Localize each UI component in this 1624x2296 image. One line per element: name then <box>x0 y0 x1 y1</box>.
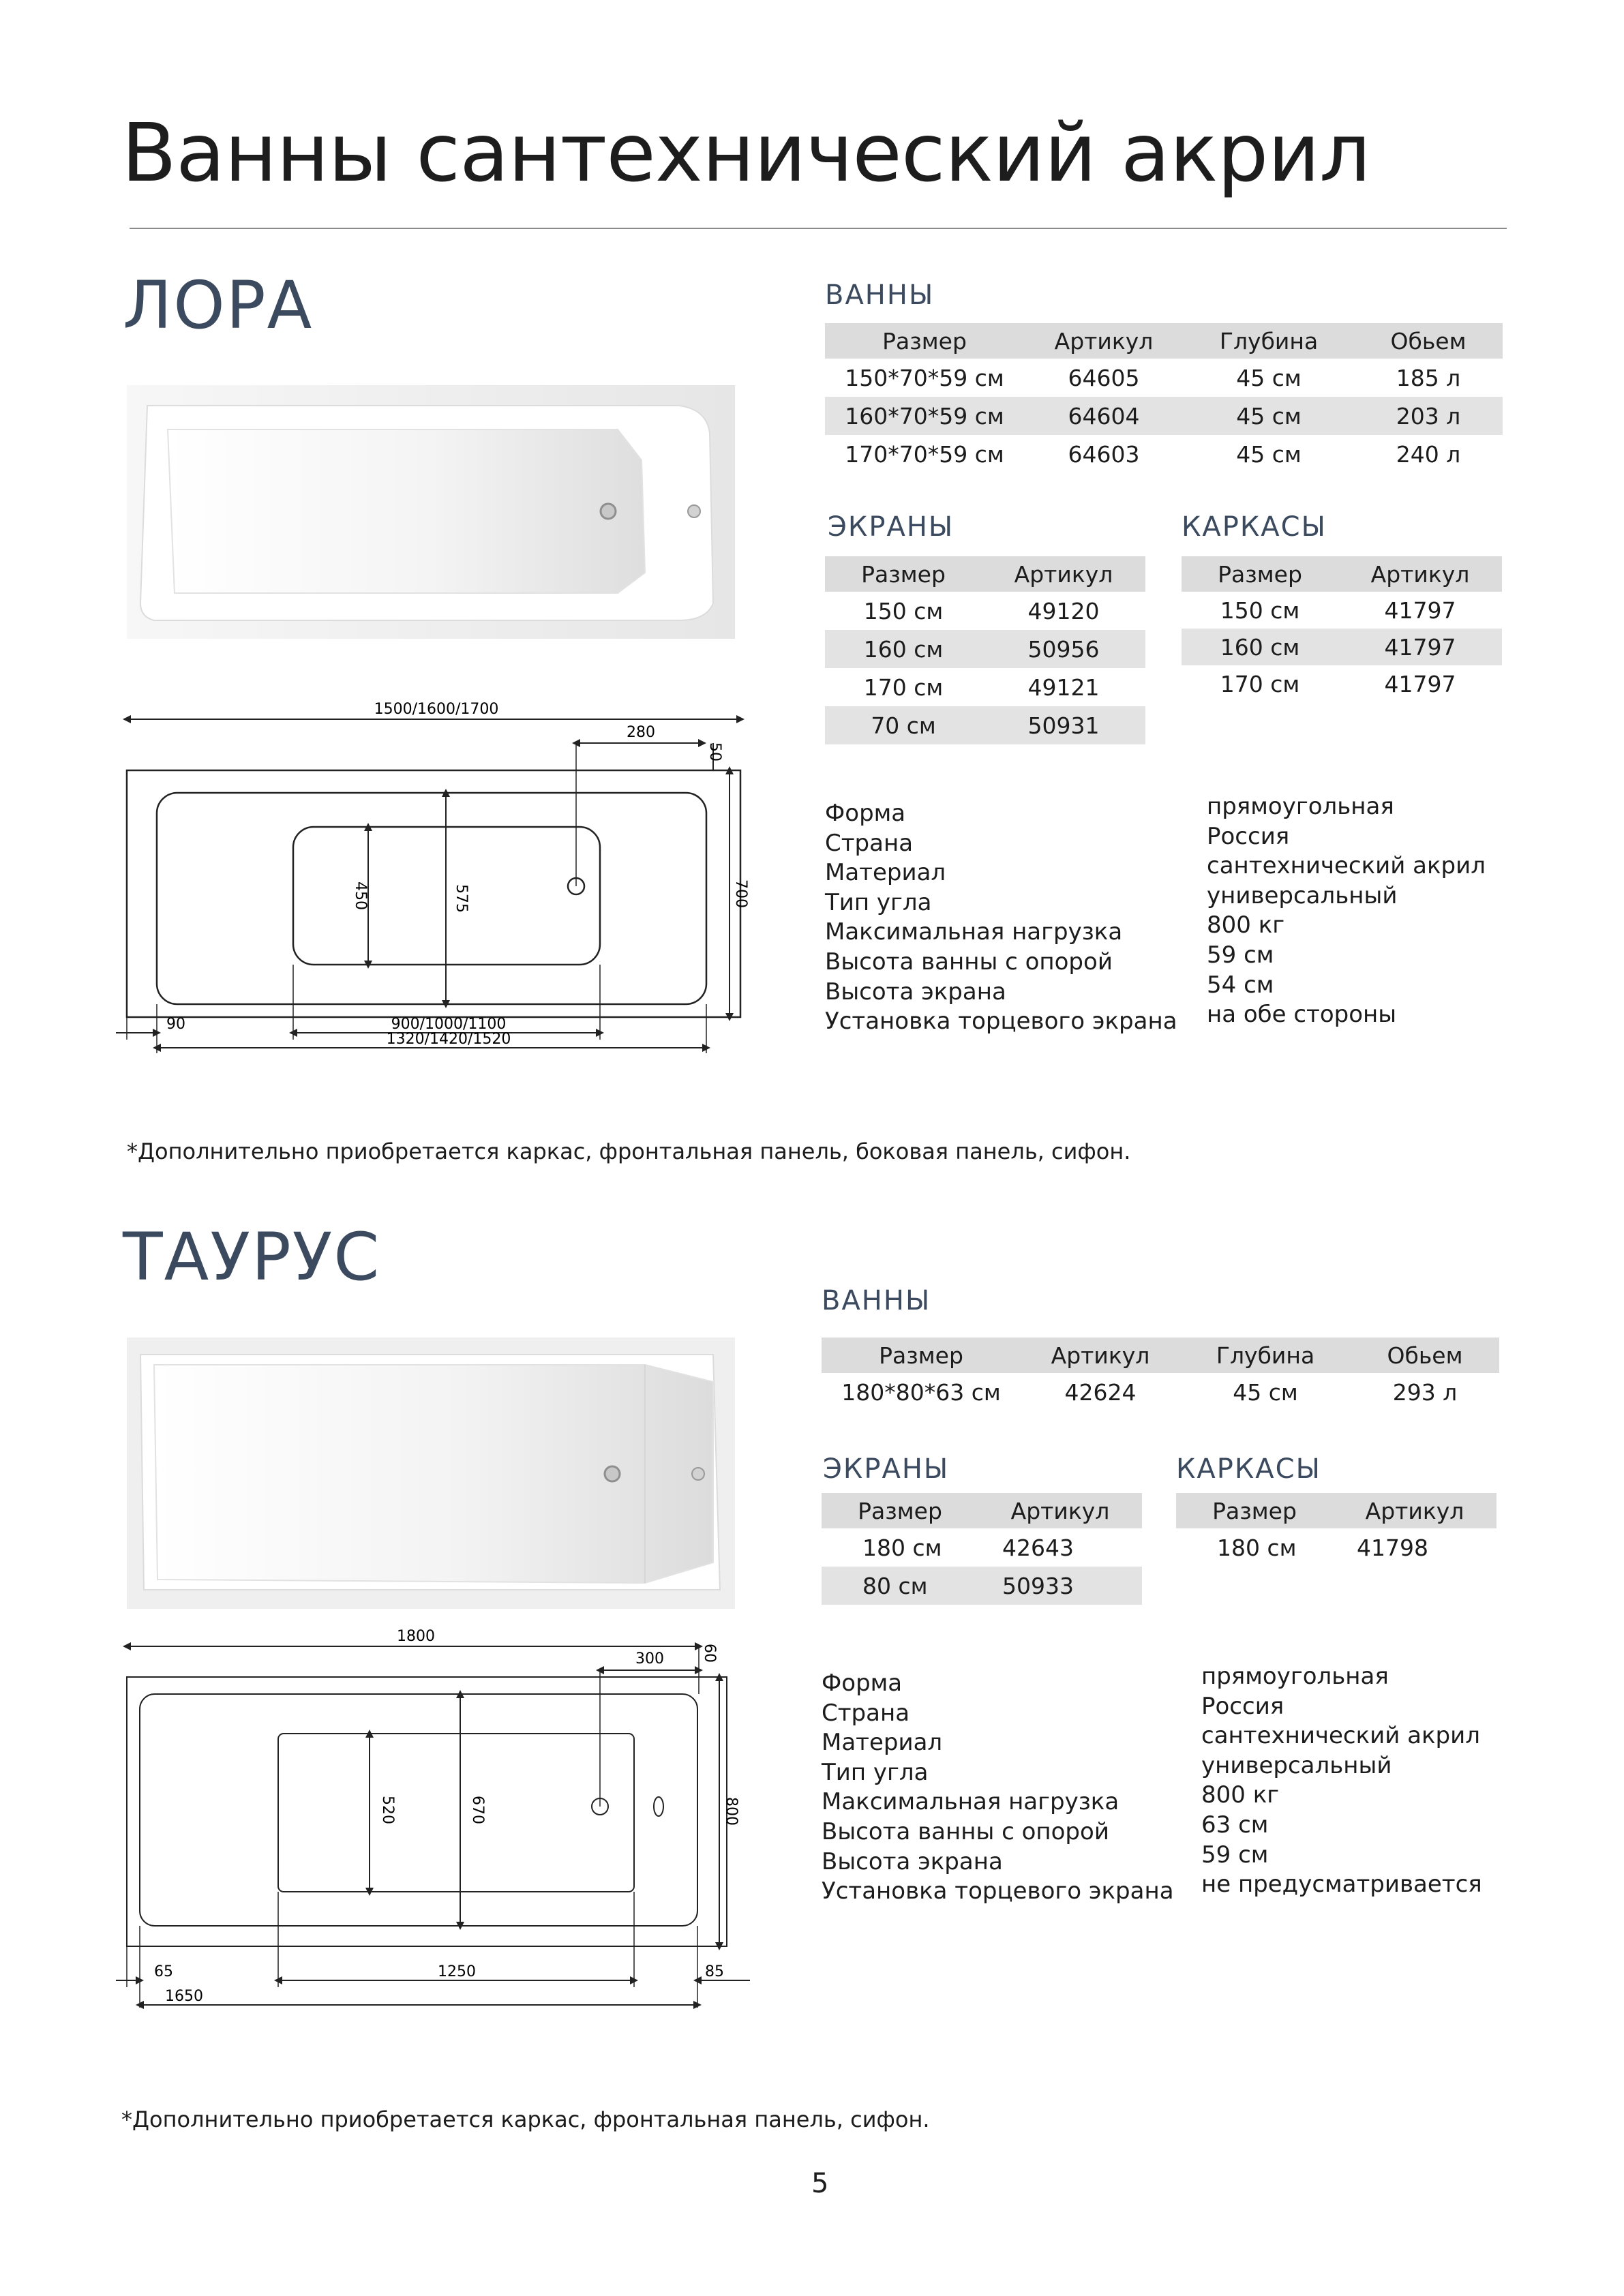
table-row: 160 см 41797 <box>1182 629 1502 665</box>
table-row: 160*70*59 см 64604 45 см 203 л <box>825 397 1503 435</box>
lora-bath-photo <box>127 385 735 639</box>
taurus-frames-heading: КАРКАСЫ <box>1176 1453 1321 1485</box>
lora-technical-drawing <box>116 699 750 1053</box>
lora-dim-width: 700 <box>732 879 749 908</box>
taurus-footnote: *Дополнительно приобретается каркас, фронтальная панель, сифон. <box>121 2106 930 2132</box>
title-divider <box>130 228 1507 229</box>
lora-property-values: прямоугольная Россия сантехнический акрил универсальный 800 кг 59 см 54 см на обе стороны <box>1207 793 1486 1029</box>
lora-dim-inner-length: 1320/1420/1520 <box>386 1031 511 1048</box>
table-row: 70 см 50931 <box>825 706 1145 744</box>
lora-dim-total-length: 1500/1600/1700 <box>374 701 499 718</box>
taurus-property-values: прямоугольная Россия сантехнический акрил универсальный 800 кг 63 см 59 см не предусматривается <box>1201 1663 1482 1899</box>
model-name-taurus: ТАУРУС <box>123 1219 381 1295</box>
table-row: 150 см 49120 <box>863 597 1100 624</box>
lora-dim-drain-offset: 280 <box>627 724 655 741</box>
lora-dim-bottom-length: 900/1000/1100 <box>391 1016 507 1033</box>
page-title: Ванны сантехнический акрил <box>121 106 1370 200</box>
table-row: 180 см 41798 <box>1217 1534 1428 1561</box>
lora-dim-edge: 50 <box>706 742 723 761</box>
taurus-dim-bottom-length: 1250 <box>438 1963 476 1980</box>
table-row: 170 см 49121 <box>863 674 1100 701</box>
lora-frames-heading: КАРКАСЫ <box>1182 511 1327 543</box>
taurus-screens-heading: ЭКРАНЫ <box>823 1453 950 1485</box>
taurus-dim-inner-depth: 670 <box>469 1796 486 1824</box>
page-number: 5 <box>811 2168 829 2199</box>
taurus-baths-table: Размер Артикул Глубина Обьем 180*80*63 см 42624 45 см 293 л <box>822 1338 1499 1411</box>
lora-baths-table <box>825 323 1503 473</box>
taurus-screens-table: Размер Артикул 180 см 42643 80 см 50933 <box>822 1493 1142 1605</box>
lora-dim-side: 90 <box>166 1016 185 1033</box>
lora-screens-table: Размер Артикул 150 см 49120 160 см 50956 170 см 49121 70 см 50931 <box>825 556 1145 744</box>
taurus-bath-photo <box>127 1338 735 1609</box>
table-row: 150 см 41797 <box>1220 596 1456 624</box>
col-article: Артикул <box>1024 323 1184 359</box>
taurus-dim-side-left: 65 <box>154 1963 173 1980</box>
lora-frames-table: Размер Артикул 150 см 41797 160 см 41797 170 см 41797 <box>1182 556 1502 702</box>
col-size: Размер <box>825 323 1024 359</box>
taurus-dim-width: 800 <box>723 1797 740 1826</box>
taurus-property-labels: Форма Страна Материал Тип угла Максимальная нагрузка Высота ванны с опорой Высота экрана Установка торцевого экрана <box>822 1670 1174 1905</box>
table-row: 80 см 50933 <box>822 1567 1142 1605</box>
col-volume: Обьем <box>1354 323 1503 359</box>
taurus-baths-heading: ВАННЫ <box>822 1285 931 1316</box>
taurus-dim-edge: 60 <box>701 1644 718 1663</box>
table-row: 170 см 41797 <box>1220 670 1456 697</box>
col-depth: Глубина <box>1184 323 1354 359</box>
taurus-dim-drain-offset: 300 <box>635 1650 664 1667</box>
table-row: 150*70*59 см 64605 45 см 185 л <box>845 364 1461 391</box>
table-row: 170*70*59 см 64603 45 см 240 л <box>845 440 1461 468</box>
taurus-frames-table: Размер Артикул 180 см 41798 <box>1176 1493 1497 1567</box>
lora-dim-inner-width: 450 <box>352 881 369 910</box>
taurus-dim-inner-width: 520 <box>379 1796 396 1824</box>
table-row: 180 см 42643 <box>862 1534 1074 1561</box>
taurus-dim-total-length: 1800 <box>397 1628 435 1645</box>
lora-property-labels: Форма Страна Материал Тип угла Максимальная нагрузка Высота ванны с опорой Высота экрана Установка торцевого экрана <box>825 800 1177 1036</box>
lora-screens-heading: ЭКРАНЫ <box>828 511 954 543</box>
table-row: 180*80*63 см 42624 45 см 293 л <box>841 1378 1458 1406</box>
lora-baths-heading: ВАННЫ <box>825 280 935 311</box>
lora-footnote: *Дополнительно приобретается каркас, фронтальная панель, боковая панель, сифон. <box>127 1138 1131 1164</box>
table-row: 160 см 50956 <box>825 630 1145 668</box>
model-name-lora: ЛОРА <box>123 267 314 344</box>
taurus-dim-inner-length: 1650 <box>165 1988 203 2005</box>
taurus-dim-side-right: 85 <box>705 1963 724 1980</box>
lora-dim-inner-depth: 575 <box>453 884 470 913</box>
taurus-technical-drawing <box>116 1626 750 2014</box>
